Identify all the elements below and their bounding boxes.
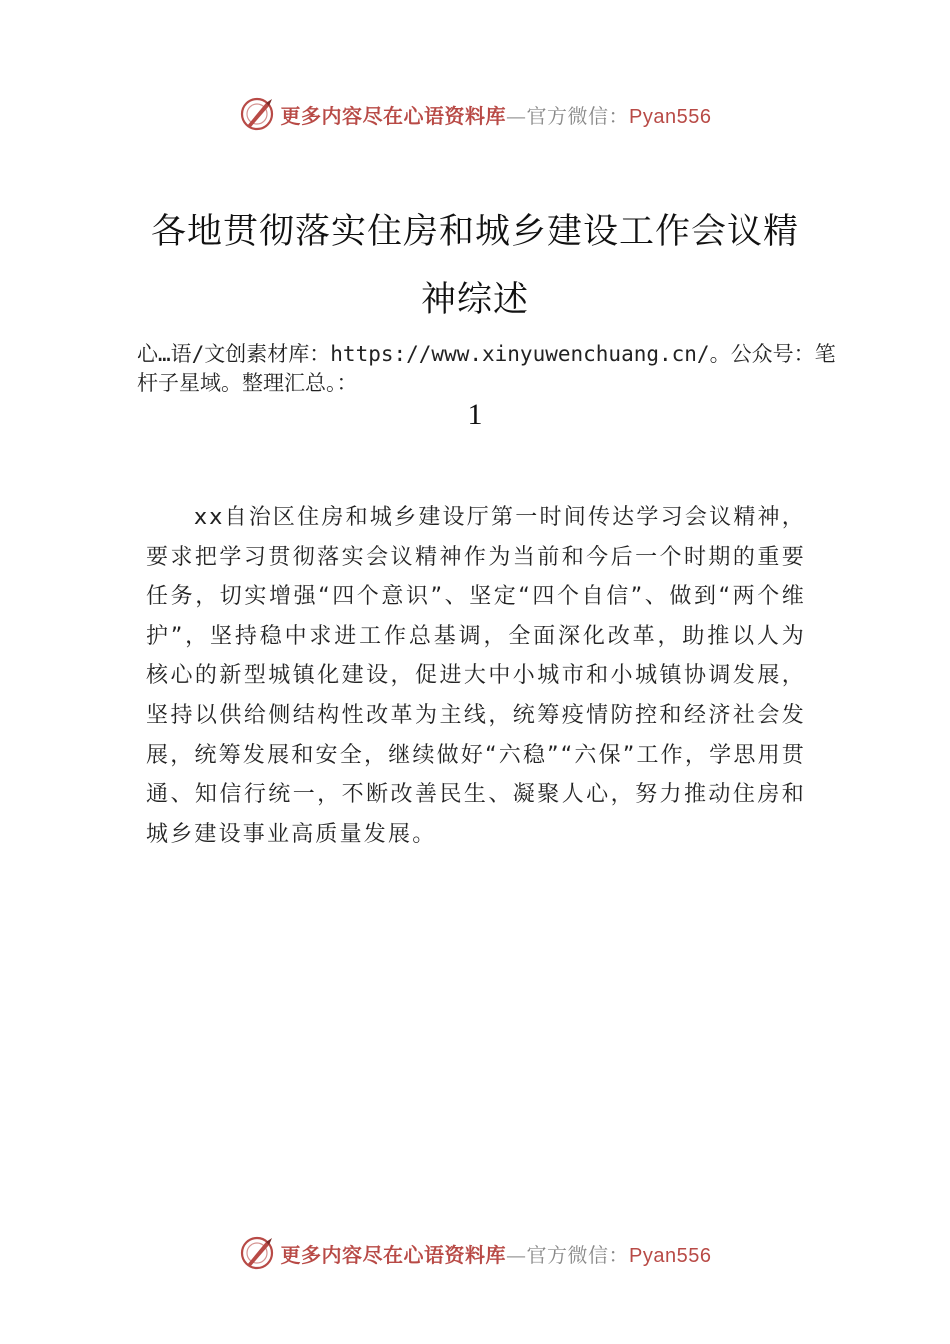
banner-wechat-id: Pyan556 [629, 105, 712, 128]
banner-main-text: 更多内容尽在心语资料库 [280, 103, 507, 128]
banner-dash: — [506, 1242, 527, 1267]
header-banner-text [281, 100, 712, 129]
banner-wechat-label: 官方微信： [526, 1242, 630, 1267]
document-title-line2: 神综述 [420, 280, 529, 320]
footer-banner-text [281, 1239, 712, 1268]
banner-wechat-label: 官方微信： [526, 103, 630, 128]
document-title-line1: 各地贯彻落实住房和城乡建设工作会议精 [150, 212, 799, 252]
banner-wechat-id: Pyan556 [629, 1244, 712, 1267]
source-note: 心…语/文创素材库：https://www.xinyuwenchuang.cn/。公众号：笔杆子星域。整理汇总。： [137, 342, 836, 395]
quill-seal-icon [239, 1235, 275, 1271]
banner-dash: — [506, 103, 527, 128]
quill-seal-icon [239, 96, 275, 132]
header-banner [0, 94, 950, 134]
section-number: 1 [467, 398, 483, 431]
banner-main-text: 更多内容尽在心语资料库 [280, 1242, 507, 1267]
body-paragraph: xx自治区住房和城乡建设厅第一时间传达学习会议精神，要求把学习贯彻落实会议精神作为当前和今后一个时期的重要任务，切实增强“四个意识”、坚定“四个自信”、做到“两个维护”，坚持稳中求进工作总基调，全面深化改革，助推以人为核心的新型城镇化建设，促进大中小城市和小城镇协调发展，坚持以供给侧结构性改革为主线，统筹疫情防控和经济社会发展，统筹发展和安全，继续做好“六稳”“六保”工作，学思用贯通、知信行统一，不断改善民生、凝聚人心，努力推动住房和城乡建设事业高质量发展。 [146, 505, 806, 847]
footer-banner [0, 1233, 950, 1273]
